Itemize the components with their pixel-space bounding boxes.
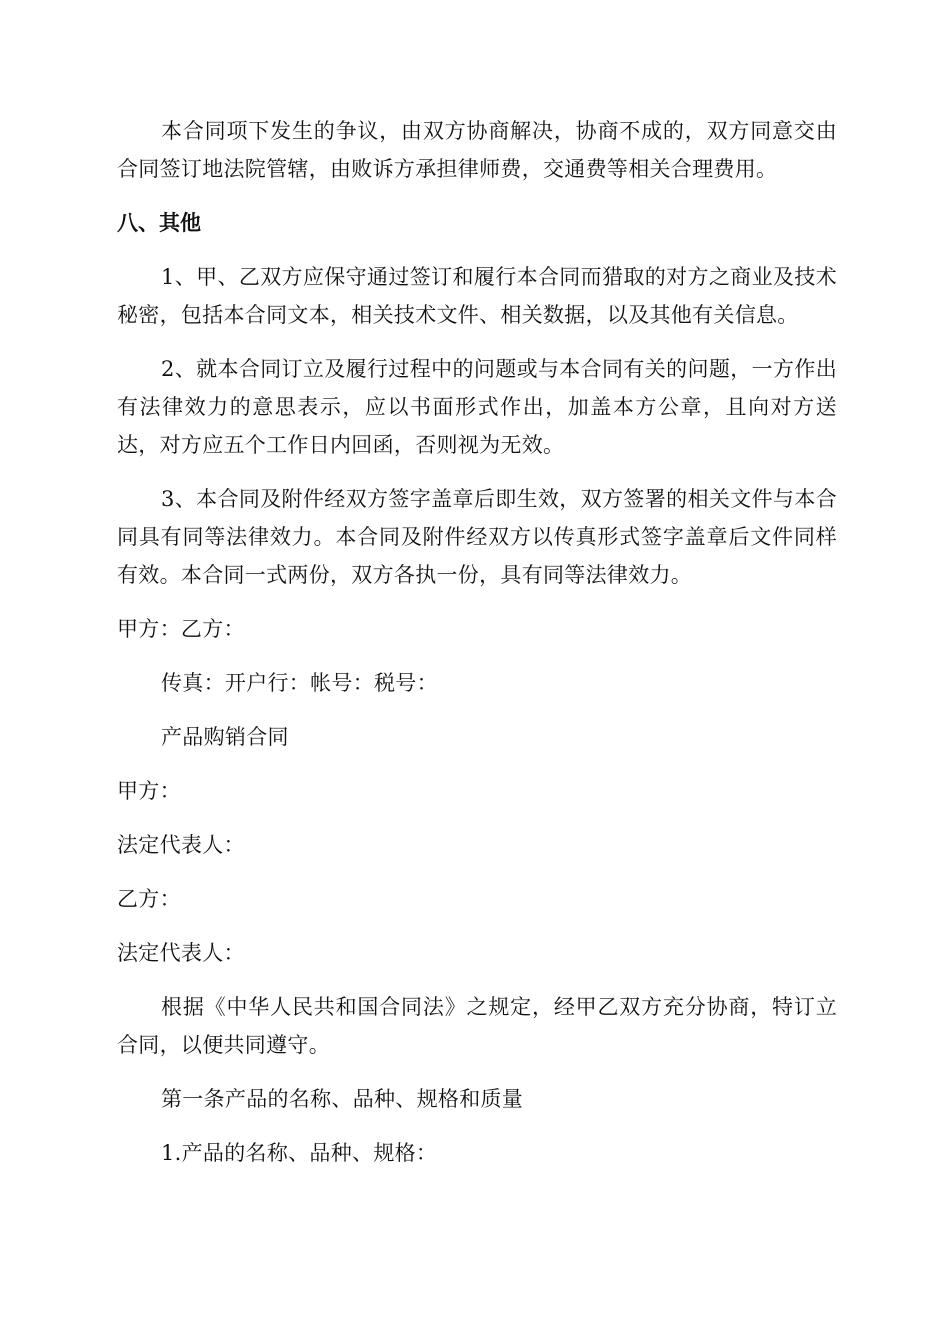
article-1-heading: 第一条产品的名称、品种、规格和质量 <box>161 1087 524 1111</box>
document-page <box>117 112 837 1172</box>
article-1-item-1: 1.产品的名称、品种、规格： <box>161 1141 438 1165</box>
contact-line: 传真：开户行：帐号：税号： <box>161 671 438 695</box>
preamble-paragraph: 根据《中华人民共和国合同法》之规定，经甲乙双方充分协商，特订立合同，以便共同遵守。 <box>117 995 837 1057</box>
dispute-paragraph: 本合同项下发生的争议，由双方协商解决，协商不成的，双方同意交由合同签订地法院管辖，由败诉方承担律师费，交通费等相关合理费用。 <box>117 119 837 181</box>
legal-rep-a-label: 法定代表人： <box>117 833 245 857</box>
clause-2-paragraph: 2、就本合同订立及履行过程中的问题或与本合同有关的问题，一方作出有法律效力的意思表示，应以书面形式作出，加盖本方公章，且向对方送达，对方应五个工作日内回函，否则视为无效。 <box>117 357 837 457</box>
contract-title: 产品购销合同 <box>161 725 289 749</box>
clause-3-paragraph: 3、本合同及附件经双方签字盖章后即生效，双方签署的相关文件与本合同具有同等法律效力。本合同及附件经双方以传真形式签字盖章后文件同样有效。本合同一式两份，双方各执一份，具有同等法律效力。 <box>117 487 837 587</box>
parties-line: 甲方：乙方： <box>117 617 245 641</box>
section-other-heading: 八、其他 <box>117 211 201 235</box>
party-b-label: 乙方： <box>117 887 181 911</box>
party-a-label: 甲方： <box>117 779 181 803</box>
legal-rep-b-label: 法定代表人： <box>117 941 245 965</box>
clause-1-paragraph: 1、甲、乙双方应保守通过签订和履行本合同而猎取的对方之商业及技术秘密，包括本合同文本，相关技术文件、相关数据，以及其他有关信息。 <box>117 265 837 327</box>
